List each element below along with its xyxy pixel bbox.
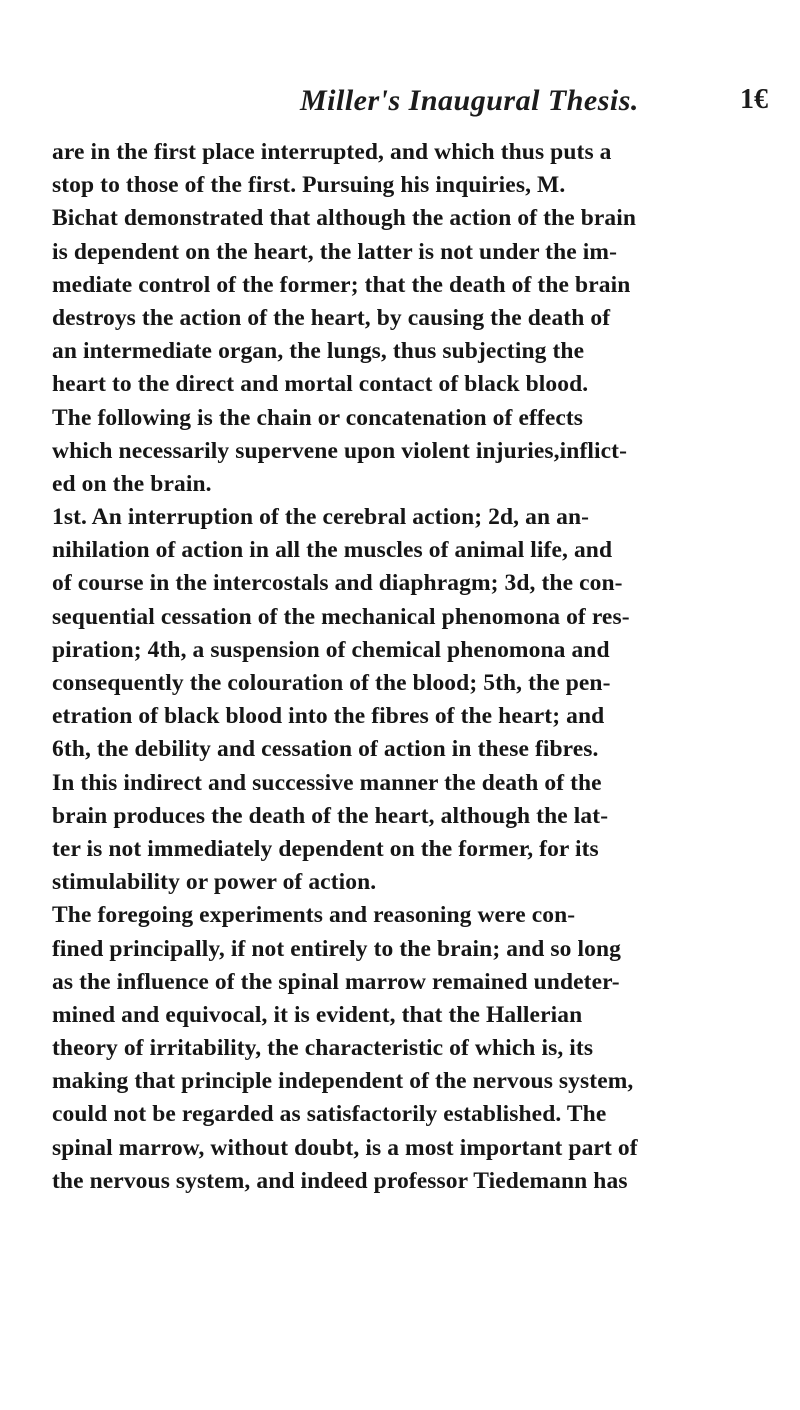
text-line: consequently the colouration of the blood; 5th, the pen- <box>52 670 611 696</box>
text-line: nihilation of action in all the muscles of animal life, and <box>52 537 613 564</box>
text-line: are in the first place interrupted, and which thus puts a <box>52 139 612 165</box>
body-text <box>52 136 792 1198</box>
text-line: heart to the direct and mortal contact of black blood. <box>52 371 589 398</box>
text-line: as the influence of the spinal marrow remained undeter- <box>52 968 620 995</box>
text-line: ter is not immediately dependent on the former, for its <box>52 835 599 862</box>
text-line: mined and equivocal, it is evident, that the Hallerian <box>52 1001 583 1028</box>
text-line: The following is the chain or concatenation of effects <box>52 404 584 431</box>
text-line: making that principle independent of the nervous system, <box>52 1068 634 1095</box>
text-line: fined principally, if not entirely to the brain; and so long <box>52 935 621 962</box>
page-number: 1€ <box>740 84 768 115</box>
text-line: spinal marrow, without doubt, is a most important part of <box>52 1134 638 1161</box>
text-line: stop to those of the first. Pursuing his inquiries, M. <box>52 172 566 199</box>
text-line: sequential cessation of the mechanical phenomona of res- <box>52 603 630 630</box>
text-line: The foregoing experiments and reasoning were con- <box>52 902 576 929</box>
text-line: an intermediate organ, the lungs, thus subjecting the <box>52 338 585 365</box>
running-title: Miller's Inaugural Thesis. <box>300 84 639 117</box>
text-line: mediate control of the former; that the death of the brain <box>52 271 631 298</box>
text-line: In this indirect and successive manner the death of the <box>52 769 602 796</box>
text-line: of course in the intercostals and diaphragm; 3d, the con- <box>52 570 623 597</box>
text-line: Bichat demonstrated that although the action of the brain <box>52 205 637 232</box>
text-line: ed on the brain. <box>52 470 212 497</box>
text-line: etration of black blood into the fibres of the heart; and <box>52 703 605 730</box>
text-line: piration; 4th, a suspension of chemical phenomona and <box>52 636 610 663</box>
text-line: 6th, the debility and cessation of action in these fibres. <box>52 736 599 763</box>
text-line: is dependent on the heart, the latter is not under the im- <box>52 238 618 265</box>
text-line: brain produces the death of the heart, although the lat- <box>52 802 609 829</box>
text-line: 1st. An interruption of the cerebral action; 2d, an an- <box>52 504 590 531</box>
text-line: could not be regarded as satisfactorily established. The <box>52 1101 607 1128</box>
text-line: the nervous system, and indeed professor Tiedemann has <box>52 1167 628 1194</box>
running-head <box>0 84 800 124</box>
text-line: which necessarily supervene upon violent injuries,inflict- <box>52 437 628 464</box>
text-line: destroys the action of the heart, by causing the death of <box>52 304 611 331</box>
text-line: theory of irritability, the characteristic of which is, its <box>52 1035 594 1062</box>
text-line: stimulability or power of action. <box>52 869 377 896</box>
